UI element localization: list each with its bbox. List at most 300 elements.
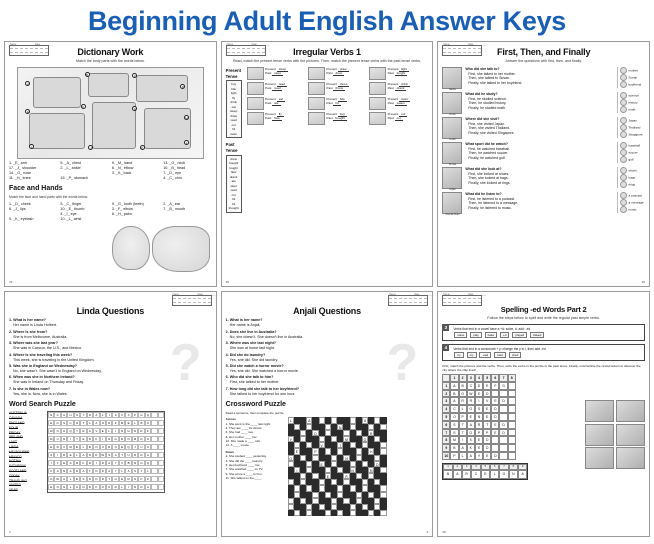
word-search-cell: N (80, 484, 86, 490)
question-text: 2. Does she live in Australia? (225, 329, 277, 334)
question-text: What did he study? (465, 91, 498, 96)
word-item: mother (628, 68, 639, 73)
word-list (617, 67, 645, 88)
word-search-cell: P (132, 412, 138, 418)
word-bank-item: ate (231, 179, 236, 184)
answer-cell[interactable]: D (491, 405, 499, 413)
answer-first: First, she looked at shoes. (468, 171, 510, 176)
final-letter[interactable]: O (499, 470, 508, 479)
name-date-header: Name _____________ Date _________ (442, 45, 482, 56)
answer-cell[interactable]: E (483, 413, 491, 421)
name-date-header: Name _____________ Date _________ (442, 295, 482, 306)
answer-text: She was at home last night. (229, 346, 275, 351)
answer-cell[interactable]: S (450, 421, 458, 429)
crossword-cell[interactable]: U (363, 419, 367, 424)
worksheet-first-then-finally[interactable] (437, 41, 650, 287)
final-number: 7 (499, 464, 508, 470)
clue-item: 10. She made a ____ call. (225, 439, 261, 444)
answer-item: 10. _E_ thumb (60, 206, 85, 211)
answer-finally: Finally, he studied math. (468, 106, 507, 111)
worksheet-dictionary-work[interactable] (4, 41, 217, 287)
verb-picture (369, 82, 386, 95)
answer-cell[interactable]: D (499, 421, 507, 429)
crossword-cell[interactable]: N (369, 468, 373, 473)
verb-cell: Present throw Past threw (308, 82, 367, 95)
word-search-cell: T (119, 452, 125, 458)
answer-cell[interactable] (499, 444, 507, 452)
person-photo (442, 117, 462, 142)
word-search-cell: R (106, 444, 112, 450)
final-letter[interactable]: C (471, 470, 480, 479)
answer-cell[interactable]: V (483, 397, 491, 405)
word-search-cell: O (54, 420, 60, 426)
word-search-cell: I (93, 460, 99, 466)
word-search-cell: L (119, 484, 125, 490)
answer-cell[interactable] (508, 405, 516, 413)
answer-cell[interactable]: E (475, 436, 483, 444)
word-item: MELBOURNE (9, 449, 30, 454)
answer-cell[interactable]: D (491, 452, 499, 460)
photo-caption: Omar (449, 113, 456, 117)
past-answer: read (274, 86, 281, 91)
word-chip: play (470, 332, 482, 338)
word-search-cell (158, 468, 164, 474)
callout-i: I (29, 144, 34, 149)
word-chip: +ied (479, 352, 491, 358)
verb-cell: Present sleep Past slept (247, 67, 306, 80)
word-search-cell: F (93, 484, 99, 490)
word-search-cell: N (61, 468, 67, 474)
crossword-cell[interactable]: D (314, 431, 317, 436)
answer-cell[interactable]: P (483, 429, 491, 437)
word-bank-item: fight (230, 91, 237, 96)
answer-cell[interactable]: O (467, 405, 475, 413)
column-header: 5 (483, 374, 491, 382)
word-search-cell: N (132, 484, 138, 490)
verb-row (247, 82, 429, 95)
answer-cell[interactable] (491, 436, 499, 444)
final-letter[interactable]: B (443, 470, 452, 479)
answer-cell[interactable]: N (475, 413, 483, 421)
word-item: a message (628, 200, 644, 205)
final-number: 8 (509, 464, 518, 470)
word-search-cell (158, 412, 164, 418)
picture-icon (620, 174, 627, 181)
crossword-cell[interactable]: V (320, 444, 323, 449)
answer-cell[interactable]: P (459, 413, 467, 421)
answer-cell[interactable]: E (491, 397, 499, 405)
answer-cell[interactable]: R (459, 397, 467, 405)
question-text: What did he listen to? (465, 191, 502, 196)
answer-cell[interactable]: A (450, 382, 458, 390)
answer-cell[interactable]: X (467, 436, 475, 444)
answer-item: 5. _A_ chest (60, 160, 81, 165)
answer-cell[interactable]: Y (475, 452, 483, 460)
answer-cell[interactable]: S (450, 429, 458, 437)
word-search-cell: M (119, 420, 125, 426)
answer-cell[interactable]: R (467, 397, 475, 405)
crossword-grid[interactable] (288, 417, 387, 516)
final-number: 9 (518, 464, 527, 470)
verb-cell: Present swim Past swam (369, 97, 428, 110)
answer-cell[interactable]: E (491, 421, 499, 429)
answer-cell[interactable] (491, 444, 499, 452)
word-search-cell: A (106, 468, 112, 474)
verb-picture (308, 112, 325, 125)
step-3-box (442, 324, 645, 341)
clue-item: 3. She did the ____ laundry. (225, 458, 263, 463)
word-search-cell: A (93, 420, 99, 426)
answer-cell[interactable]: D (491, 413, 499, 421)
worksheet-title: Irregular Verbs 1 (293, 47, 361, 57)
word-list (617, 192, 645, 213)
word-search-cell: T (80, 412, 86, 418)
crossword-cell[interactable]: A (308, 419, 311, 424)
crossword-cell[interactable] (380, 510, 386, 516)
answer-cell[interactable] (508, 382, 516, 390)
worksheet-irregular-verbs[interactable] (221, 41, 434, 287)
word-search-cell: D (119, 436, 125, 442)
word-item: golf (628, 157, 634, 162)
word-search-cell: R (138, 428, 144, 434)
word-search-cell: L (132, 420, 138, 426)
picture (585, 424, 614, 446)
answer-cell[interactable]: T (483, 421, 491, 429)
word-search-cell (158, 420, 164, 426)
answer-cell[interactable]: P (450, 452, 458, 460)
answer-then: Then, he watched soccer. (468, 151, 509, 156)
answer-text: She is from Melbourne, Australia. (13, 334, 68, 339)
word-search-cell: L (67, 484, 73, 490)
crossword-cell[interactable]: O (289, 456, 293, 461)
picture-icon (620, 67, 627, 74)
answer-cell[interactable] (508, 444, 516, 452)
answer-cell[interactable]: M (450, 436, 458, 444)
callout-f: F (82, 104, 85, 109)
answer-cell[interactable]: D (483, 390, 491, 398)
answer-cell[interactable]: E (483, 405, 491, 413)
answer-cell[interactable]: A (467, 421, 475, 429)
answer-cell[interactable]: L (459, 452, 467, 460)
person-photo (442, 167, 462, 192)
word-search-cell: Q (125, 444, 131, 450)
answer-cell[interactable] (499, 436, 507, 444)
row-number: 9 (442, 444, 450, 452)
answer-cell[interactable]: K (467, 444, 475, 452)
final-letter[interactable]: N (509, 470, 518, 479)
word-bank-present (226, 80, 242, 138)
irregular-verbs-body (226, 67, 429, 213)
word-search-cell: T (138, 468, 144, 474)
answer-cell[interactable] (508, 397, 516, 405)
worksheet-anjali-questions[interactable] (221, 291, 434, 537)
answer-cell[interactable]: D (499, 429, 507, 437)
word-item: SCOTLAND (9, 468, 27, 473)
picture-icon (620, 192, 627, 199)
word-search-cell: V (119, 460, 125, 466)
callout-j: J (89, 146, 92, 151)
answer-cell[interactable]: D (483, 436, 491, 444)
past-answer: drew (335, 71, 343, 76)
word-search-cell: O (93, 444, 99, 450)
answer-cell[interactable]: D (483, 444, 491, 452)
word-search-cell: E (61, 460, 67, 466)
answer-cell[interactable]: L (459, 405, 467, 413)
question-text: 2. Where is she from? (9, 329, 48, 334)
callout-h: H (185, 115, 188, 120)
word-item: Thailand (628, 125, 641, 130)
answer-cell[interactable]: W (467, 390, 475, 398)
crossword-cell[interactable]: N (351, 468, 354, 473)
column-header: 7 (499, 374, 507, 382)
worksheet-linda-questions[interactable] (4, 291, 217, 537)
present-answer: bite (339, 96, 345, 101)
final-letter[interactable]: A (518, 470, 527, 479)
answer-cell[interactable] (499, 405, 507, 413)
crossword-cell[interactable]: N (339, 425, 342, 430)
page-number: 6 (426, 529, 429, 534)
word-search-cell: L (100, 412, 106, 418)
answer-then: Then, she visited Thailand. (468, 126, 511, 131)
word-bank-item: hit (232, 127, 236, 132)
final-number: 3 (462, 464, 471, 470)
answer-cell[interactable]: O (450, 413, 458, 421)
answer-cell[interactable]: E (475, 390, 483, 398)
answer-cell[interactable]: E (483, 382, 491, 390)
word-search-cell: N (112, 444, 118, 450)
grid-corner (442, 374, 450, 382)
answer-cell[interactable]: E (483, 452, 491, 460)
crossword-cell[interactable]: O (363, 437, 367, 442)
answer-cell[interactable] (508, 421, 516, 429)
word-search-grid[interactable] (47, 411, 165, 493)
answer-cell[interactable]: I (475, 397, 483, 405)
word-search-cell: L (145, 468, 151, 474)
word-search-cell: N (106, 436, 112, 442)
word-search-cell (158, 428, 164, 434)
final-answer-strip[interactable] (442, 463, 528, 480)
word-search-cell: X (145, 444, 151, 450)
word-search-cell: A (61, 412, 67, 418)
crossword-cell[interactable]: D (376, 462, 379, 467)
answer-item: 7. _D_ eye (163, 170, 182, 175)
word-list (617, 92, 645, 113)
word-search-cell: N (100, 420, 106, 426)
answer-item: 6. _J_ lips (9, 206, 26, 211)
answer-cell[interactable]: R (475, 421, 483, 429)
answer-cell[interactable] (508, 429, 516, 437)
page-number: 36 (641, 279, 645, 284)
word-search-cell: S (61, 420, 67, 426)
word-bank-item: bit (232, 201, 236, 206)
crossword-cell[interactable]: R (369, 431, 373, 436)
final-letter[interactable]: A (453, 470, 462, 479)
crossword-cell[interactable]: M (345, 437, 348, 442)
answer-cell[interactable]: A (459, 444, 467, 452)
person-photo (442, 142, 462, 167)
answer-cell[interactable]: D (499, 397, 507, 405)
answer-item: 3. _F_ elbow (111, 206, 133, 211)
verb-picture (369, 112, 386, 125)
word-search-cell: B (138, 420, 144, 426)
answer-cell[interactable]: C (467, 382, 475, 390)
word-bank-item: read (230, 118, 237, 123)
answer-cell[interactable] (508, 390, 516, 398)
worksheet-spelling-ed-words[interactable] (437, 291, 650, 537)
picture (585, 447, 614, 469)
word-search-cell: I (125, 484, 131, 490)
word-bank-item: draw (230, 113, 237, 118)
word-search-cell: O (100, 484, 106, 490)
picture-icon (620, 124, 627, 131)
word-search-cell: D (100, 460, 106, 466)
question-text: What sport did he watch? (465, 141, 508, 146)
word-item: FOUR (9, 425, 19, 430)
word-search-cell: A (112, 412, 118, 418)
answer-cell[interactable]: B (450, 444, 458, 452)
crossword-cell[interactable]: P (314, 450, 317, 455)
word-search-cell: E (125, 420, 131, 426)
step-4-box (442, 344, 645, 361)
word-bank-item: hit (232, 197, 236, 202)
word-search-cell: A (93, 412, 99, 418)
answer-cell[interactable]: A (450, 397, 458, 405)
worksheet-subtitle: Match the body parts with the words below. (75, 59, 145, 64)
word-search-cell: A (74, 484, 80, 490)
answer-cell[interactable]: A (467, 452, 475, 460)
word-search-cell: W (101, 453, 105, 458)
worksheet-title: Anjali Questions (293, 306, 361, 316)
verb-cell: Present drink Past drank (369, 82, 428, 95)
crossword-cell[interactable]: E (326, 475, 329, 480)
answer-cell[interactable]: C (450, 405, 458, 413)
crossword-clues (226, 417, 284, 516)
crossword-cell[interactable]: E (295, 450, 299, 455)
answer-cell[interactable]: T (459, 429, 467, 437)
answer-cell[interactable]: O (459, 390, 467, 398)
answer-cell[interactable] (491, 390, 499, 398)
past-tense-label: Past Tense (225, 142, 238, 153)
word-search-cell: W (49, 429, 53, 434)
verb-picture (308, 97, 325, 110)
word-bank-item: slept (230, 183, 237, 188)
answer-text: No, she wasn't. She wasn't in England on Wednesday. (13, 369, 102, 373)
word-chip: baked (530, 332, 544, 338)
answer-cell[interactable] (499, 452, 507, 460)
word-bank-item: cut (231, 122, 236, 127)
picture-set (585, 400, 645, 469)
answer-cell[interactable] (508, 452, 516, 460)
word-search-cell: X (61, 444, 67, 450)
word-bank-item: buy (231, 82, 237, 87)
word-search-cell: E (119, 444, 125, 450)
question-block (442, 116, 645, 142)
word-search-cell: A (80, 468, 86, 474)
answer-cell[interactable] (499, 390, 507, 398)
answer-cell[interactable]: B (450, 390, 458, 398)
page-number: 35 (225, 279, 229, 284)
picture-icon (620, 131, 627, 138)
answer-item: 4. _I_ eye (60, 211, 77, 216)
present-answer: cut (401, 111, 406, 116)
question-text: 1. What is her name? (225, 318, 263, 323)
answer-cell[interactable] (499, 413, 507, 421)
word-search-cell: L (80, 444, 86, 450)
question-text: Where did she visit? (465, 116, 500, 121)
word-search-cell: O (93, 476, 99, 482)
answer-item: 14. _G_ nose (9, 170, 32, 175)
word-search-cell: E (74, 476, 80, 482)
past-answer: slept (274, 71, 281, 76)
word-search-cell: Y (112, 460, 118, 466)
clue-item: 4. They ate ____ for dinner. (225, 426, 263, 431)
picture-icon (620, 92, 627, 99)
answer-cell[interactable]: B (459, 382, 467, 390)
crossword-cell[interactable]: H (369, 450, 373, 455)
crossword-cell[interactable]: R (345, 475, 348, 480)
answer-cell[interactable]: P (475, 429, 483, 437)
answer-cell[interactable]: F (491, 382, 499, 390)
word-search-cell: L (67, 476, 73, 482)
question-text: 1. What is her name? (9, 318, 46, 323)
crossword-cell[interactable]: Y (289, 437, 292, 442)
answer-cell[interactable]: D (475, 382, 483, 390)
answer-cell[interactable]: E (475, 444, 483, 452)
answer-item: 13. _O_ neck (163, 160, 186, 165)
row-number: 5 (442, 413, 450, 421)
present-answer: draw (339, 66, 347, 71)
crossword-cell[interactable]: I (337, 442, 343, 448)
answer-cell[interactable]: E (467, 413, 475, 421)
answer-cell[interactable] (508, 413, 516, 421)
crossword-cell[interactable]: L (288, 417, 294, 423)
spelling-instruction: First, match the pictures and the verbs. Then, write the verbs in the puzzle in the past tense. Finally, unscramble the circled letters to discover the city where the ship lived! (442, 363, 641, 372)
crossword-cell[interactable]: E (320, 462, 323, 467)
past-answer: drank (396, 86, 405, 91)
answer-text: Yes, she is. Now, she is in Wales. (13, 391, 68, 396)
crossword-cell[interactable]: I (294, 467, 300, 473)
question-block (442, 191, 645, 217)
row-number: 3 (442, 397, 450, 405)
crossword-instruction: Read a sentence, then complete the puzzle. (225, 411, 285, 416)
crossword-cell[interactable]: N (345, 456, 348, 461)
face-illustration (112, 226, 150, 270)
word-search-cell: U (125, 452, 131, 458)
word-bank-item: read (230, 188, 237, 193)
answer-cell[interactable]: S (475, 405, 483, 413)
answer-cell[interactable]: O (467, 429, 475, 437)
final-letter[interactable]: R (462, 470, 471, 479)
verb-cell: Present fly Past flew (247, 112, 306, 125)
final-letter[interactable]: L (490, 470, 499, 479)
row-number: 10 (442, 452, 450, 460)
verb-cell: Present fight Past fought (369, 67, 428, 80)
step-number: 3 (442, 324, 449, 331)
answer-item: 3. _K_ back (111, 170, 132, 175)
answer-cell[interactable]: E (491, 429, 499, 437)
word-search-cell: O (145, 420, 151, 426)
answer-cell[interactable] (508, 436, 516, 444)
word-bank-item: bought (229, 161, 239, 166)
answer-first: First, she talked to her mother. (468, 71, 516, 76)
question-block (442, 66, 645, 92)
answer-cell[interactable]: T (459, 421, 467, 429)
answer-cell[interactable]: G (499, 382, 507, 390)
answer-cell[interactable]: I (459, 436, 467, 444)
question-text: 5. Did she watch a horror movie? (225, 364, 284, 369)
final-letter[interactable]: E (481, 470, 490, 479)
answer-item: 10. _B_ head (163, 165, 186, 170)
